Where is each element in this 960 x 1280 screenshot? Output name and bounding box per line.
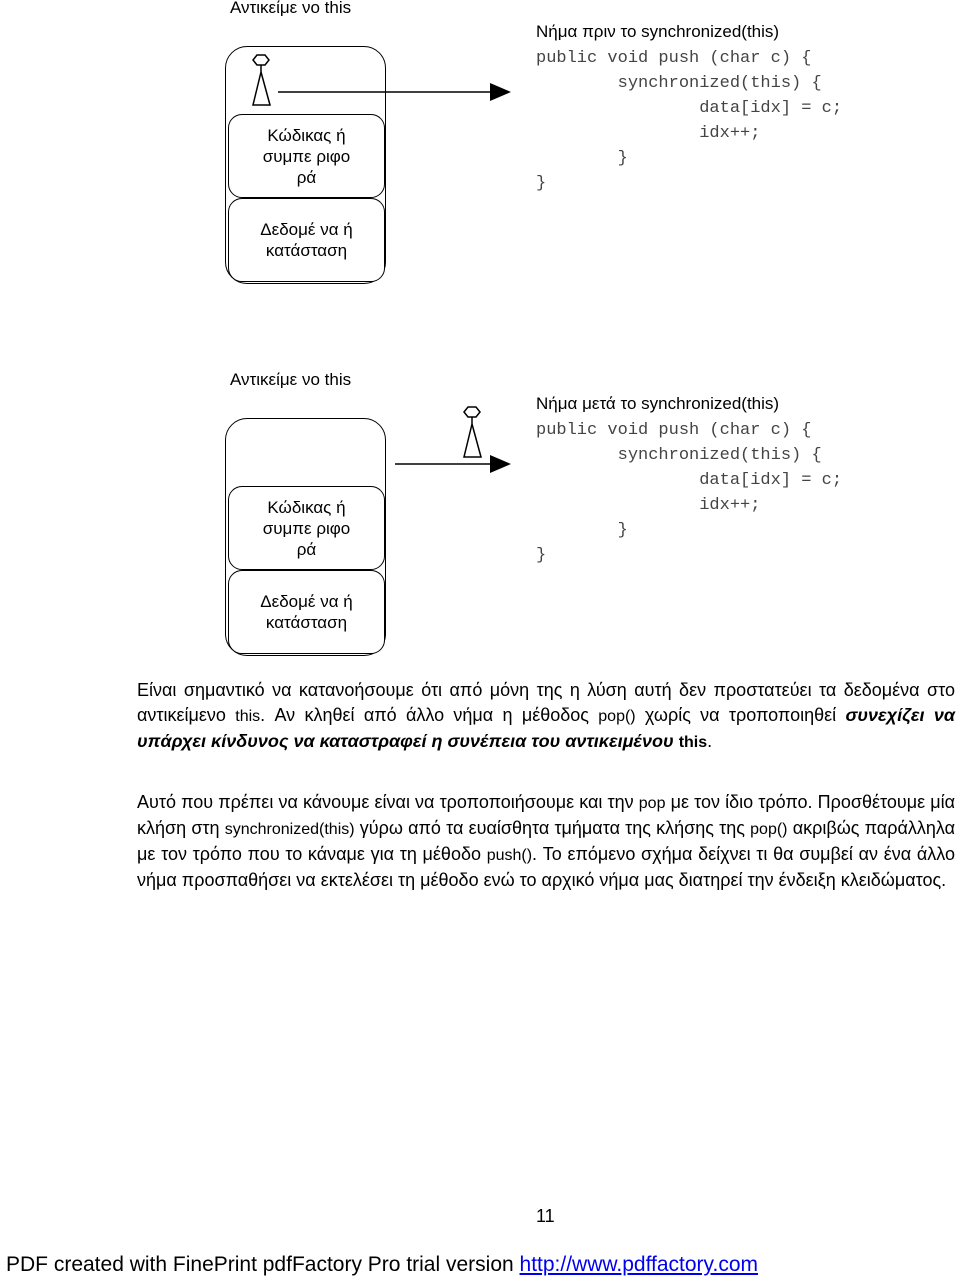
code-line: synchronized(this) { <box>536 446 822 465</box>
fig1-thread-icon <box>248 50 278 110</box>
code-line: data[idx] = c; <box>536 471 843 490</box>
fig1-arrow <box>278 78 518 106</box>
code-line: } <box>536 149 628 168</box>
fig2-thread-title: Νήμα μετά το synchronized(this) <box>536 394 780 413</box>
code-line: public void push (char c) { <box>536 49 812 68</box>
fig1-object-label: Αντικείμε νο this <box>230 0 352 17</box>
fig2-code-block <box>536 418 842 568</box>
fig2-object-label: Αντικείμε νο this <box>230 370 352 389</box>
fig2-data-box: Δεδομέ να ή κατάσταση <box>228 570 385 654</box>
code-line: synchronized(this) { <box>536 74 822 93</box>
fig1-code-box: Κώδικας ή συμπε ριφο ρά <box>228 114 385 198</box>
page-number: 11 <box>536 1206 555 1226</box>
code-line: idx++; <box>536 496 761 515</box>
fig1-code-block <box>536 46 842 196</box>
paragraph-2: Αυτό που πρέπει να κάνουμε είναι να τροποποιήσουμε και την pop με τον ίδιο τρόπο. Προσθέτουμε μία κλήση στη synchronized(this) γύρω από τα ευαίσθητα τμήματα της κλήσης της pop() ακριβώς παράλληλα με τον τρόπο που το κάναμε για τη μέθοδο push(). Το επόμενο σχήμα δείχνει τι θα συμβεί αν ένα άλλο νήμα προσπαθήσει να εκτελέσει τη μέθοδο ενώ το αρχικό νήμα μας διατηρεί την ένδειξη κλειδώματος. <box>137 792 955 890</box>
code-line: } <box>536 521 628 540</box>
code-line: } <box>536 546 547 565</box>
pdffactory-link[interactable]: http://www.pdffactory.com <box>519 1253 759 1276</box>
fig1-data-box: Δεδομέ να ή κατάσταση <box>228 198 385 282</box>
fig2-arrow <box>395 442 520 486</box>
code-line: data[idx] = c; <box>536 99 843 118</box>
pdf-footer: PDF created with FinePrint pdfFactory Pro trial version http://www.pdffactory.com <box>6 1253 759 1276</box>
code-line: } <box>536 174 547 193</box>
code-line: idx++; <box>536 124 761 143</box>
fig1-thread-title: Νήμα πριν το synchronized(this) <box>536 22 780 41</box>
code-line: public void push (char c) { <box>536 421 812 440</box>
paragraph-1: Είναι σημαντικό να κατανοήσουμε ότι από μόνη της η λύση αυτή δεν προστατεύει τα δεδομένα στο αντικείμενο this. Αν κληθεί από άλλο νήμα η μέθοδος pop() χωρίς να τροποποιηθεί συνεχίζει να υπάρχει κίνδυνος να καταστραφεί η συνέπεια του αντικειμένου this. <box>137 680 956 751</box>
fig2-code-box: Κώδικας ή συμπε ριφο ρά <box>228 486 385 570</box>
